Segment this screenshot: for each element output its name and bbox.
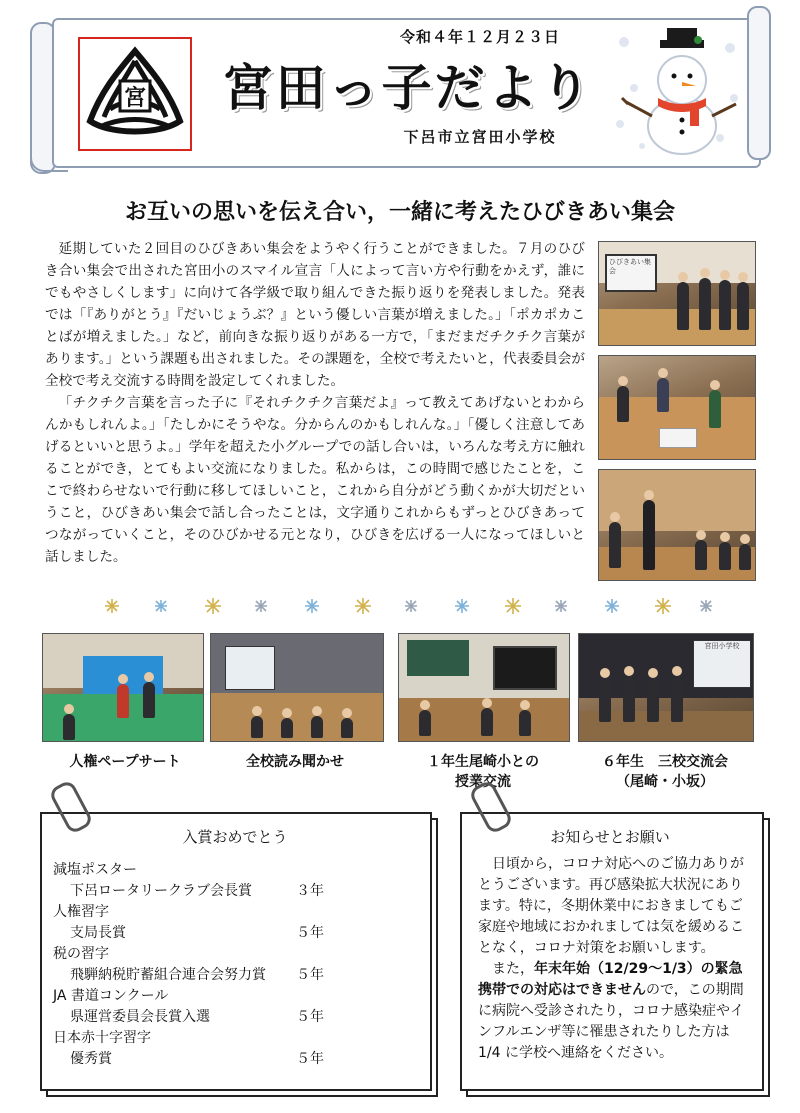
emblem-mark <box>80 39 190 149</box>
award-name: 優秀賞 <box>70 1051 112 1067</box>
slide-screen: ひびきあい集会 <box>605 254 657 292</box>
caption-human-rights: 人権ペープサート <box>69 754 181 770</box>
article-paragraph: 延期していた２回目のひびきあい集会をようやく行うことができました。７月のひびき合い集会で出された宮田小のスマイル宣言「人によって言い方や行動をかえず，誰にでもやさしくします」に向けて各学級で取り組んできた振り返りを発表しました。発表では「『ありがとう』『だいじょうぶ？』という優しい言葉が増えました。」「ポカポカことばが増えました。」など，前向きな振り返りがある一方で，「まだまだチクチク言葉があります。」という課題も出されました。その課題を，全校で考えたいと，代表委員会が全校で考え交流する時間を設定してくれました。 <box>45 241 585 389</box>
caption-three-school <box>575 752 755 792</box>
photo-online-class-exchange <box>398 633 570 742</box>
newsletter-title: 宮田っ子だより <box>222 59 594 117</box>
notice-title: お知らせとお願い <box>550 828 670 846</box>
photo-human-rights-puppet <box>42 633 204 742</box>
award-grade: ５年 <box>296 1051 324 1067</box>
award-category: 減塩ポスター <box>53 862 137 878</box>
caption-line: １年生尾崎小との <box>427 754 539 770</box>
award-name: 支局長賞 <box>70 925 126 941</box>
article-headline: お互いの思いを伝え合い，一緒に考えたひびきあい集会 <box>124 200 675 225</box>
award-grade: ５年 <box>296 925 324 941</box>
photo-assembly-presentation <box>598 241 756 346</box>
scroll-curl <box>30 150 68 172</box>
caption-line: ６年生 三校交流会 <box>602 754 728 770</box>
awards-title: 入賞おめでとう <box>182 828 288 846</box>
award-category: 人権習字 <box>53 904 109 920</box>
screen-school-name: 宮田小学校 <box>693 640 751 688</box>
award-category: 税の習字 <box>53 946 109 962</box>
caption-line: 授業交流 <box>455 774 511 790</box>
photo-school-reading <box>210 633 384 742</box>
award-name: 飛騨納税貯蓄組合連合会努力賞 <box>70 967 266 983</box>
caption-line: （尾崎・小坂） <box>616 774 714 790</box>
snowman-illustration <box>612 28 742 156</box>
article-body <box>45 238 585 568</box>
award-grade: ３年 <box>296 883 324 899</box>
award-category: JA 書道コンクール <box>53 988 169 1004</box>
notice-paragraph: 日頃から，コロナ対応へのご協力ありがとうございます。再び感染拡大状況にあります。特に，冬期休業中におきましてもご家庭や地域におかれましては気を緩めることなく，コロナ対策をお願いします。 <box>478 856 744 956</box>
award-grade: ５年 <box>296 967 324 983</box>
notice-body <box>478 854 750 1064</box>
award-category: 日本赤十字習字 <box>53 1030 151 1046</box>
notice-paragraph-2 <box>478 959 750 1064</box>
article-paragraph: 「チクチク言葉を言った子に『それチクチク言葉だよ』って教えてあげないとわからんかもしれんよ。」「たしかにそうやな。分からんのかもしれんな。」「優しく注意してあげるといいと思うよ。」学年を超えた小グループでの話し合いは，いろんな考え方に触れることができ，とてもよい交流になりました。私からは，この時間で感じたことを，ここで終わらせないで行動に移してほしいこと，これから自分がどう動くかが大切だということ，ひびきあい集会で話し合ったことは，文字通りこれからもずっとひびきあってつながっていくこと，そのひびかせる元となり，ひびきを広げる一人になってほしいと話しました。 <box>45 395 585 565</box>
snowflake-divider <box>85 597 725 615</box>
caption-reading: 全校読み聞かせ <box>246 754 344 770</box>
notice-text: ので，この期間に病院へ受診されたり，コロナ感染症やインフルエンザ等に罹患されたりした方は 1/4 に学校へ連絡をください。 <box>478 982 744 1061</box>
award-name: 県運営委員会長賞入選 <box>70 1009 210 1025</box>
issue-date: 令和４年１２月２３日 <box>399 28 560 46</box>
award-name: 下呂ロータリークラブ会長賞 <box>70 883 252 899</box>
photo-group-discussion <box>598 355 756 460</box>
emblem-char: 宮 <box>123 86 147 111</box>
award-grade: ５年 <box>296 1009 324 1025</box>
school-emblem <box>78 37 192 151</box>
photo-principal-talk <box>598 469 756 581</box>
scroll-roll-right <box>747 6 771 160</box>
photo-three-school-exchange <box>578 633 754 742</box>
notice-emphasis: 年末年始（12/29～1/3）の緊急携帯での対応はできません <box>478 961 743 998</box>
notice-text: また， <box>492 961 534 977</box>
school-name: 下呂市立宮田小学校 <box>403 128 557 146</box>
